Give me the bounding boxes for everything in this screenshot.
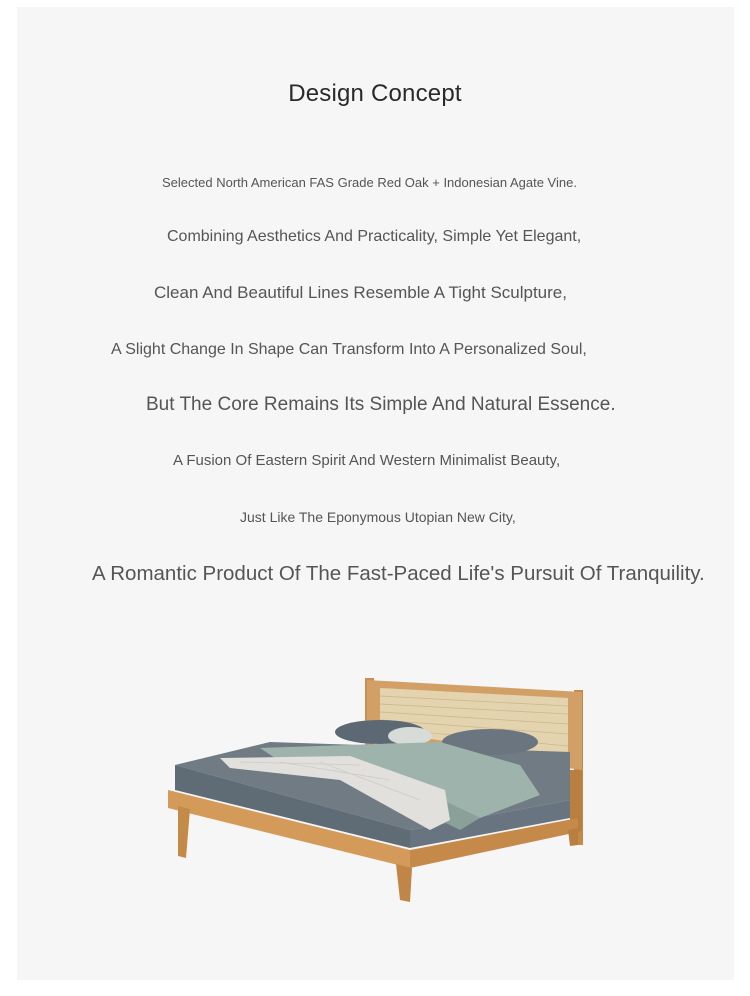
concept-line-1: Selected North American FAS Grade Red Oak + Indonesian Agate Vine. — [162, 175, 577, 190]
concept-line-8: A Romantic Product Of The Fast-Paced Life's Pursuit Of Tranquility. — [92, 562, 705, 585]
section-title: Design Concept — [288, 80, 462, 107]
concept-line-3: Clean And Beautiful Lines Resemble A Tight Sculpture, — [154, 283, 567, 302]
bed-leg-front-left — [178, 806, 190, 858]
concept-line-2: Combining Aesthetics And Practicality, Simple Yet Elegant, — [167, 228, 582, 245]
concept-line-7: Just Like The Eponymous Utopian New City, — [240, 509, 516, 525]
concept-line-5: But The Core Remains Its Simple And Natural Essence. — [146, 394, 616, 415]
bed-product-image — [160, 670, 600, 910]
pillow-front — [388, 727, 432, 745]
concept-line-4: A Slight Change In Shape Can Transform Into A Personalized Soul, — [111, 341, 587, 358]
concept-line-6: A Fusion Of Eastern Spirit And Western Minimalist Beauty, — [173, 452, 561, 469]
bed-leg-back-right — [568, 828, 578, 846]
bed-leg-front-right — [396, 864, 412, 902]
